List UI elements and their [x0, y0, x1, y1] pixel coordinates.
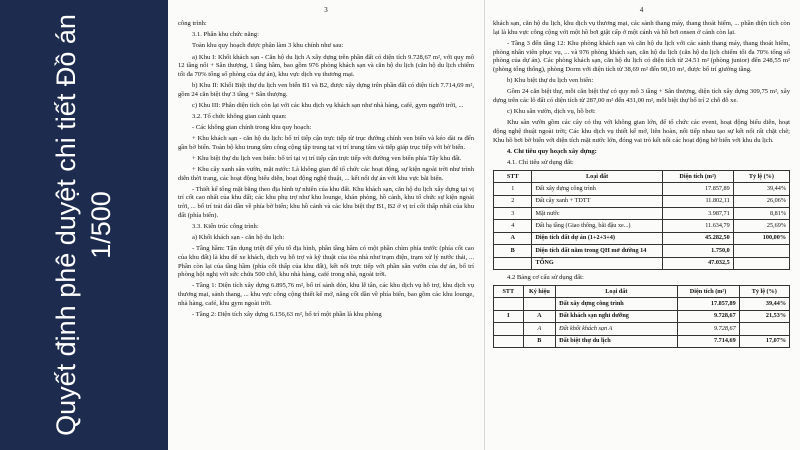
paragraph: - Các không gian chính trong khu quy hoạch:	[192, 124, 312, 131]
table-cell: A	[494, 232, 532, 244]
paragraph: - Tầng hầm: Tận dụng triệt để yếu tố địa hình, phần tầng hầm có một phần chìm phía trước (phía cốt cao của khu đất) là khu để xe khách, dịch vụ hỗ trợ và kỹ thuật của tòa nhà như trạm điện, trạm xử lý nước thải, ... Phần còn lại của tầng hầm (phía cốt thấp của khu đất), kết nối trực tiếp với phần sân vườn của dự án, bố trí phòng hội nghị với sức chứa 500 chỗ, khu nhà hàng, café trong nhà, ngoài trời.	[178, 245, 474, 279]
table-cell: A	[523, 323, 556, 335]
table-cell: 17,07%	[739, 335, 789, 347]
table-header-row	[494, 170, 790, 182]
column-header: STT	[494, 286, 524, 298]
page-number: 3	[324, 6, 328, 14]
table-cell: 21,53%	[739, 310, 789, 322]
table-cell: 2	[494, 195, 532, 207]
table-cell	[523, 298, 556, 310]
paragraph: Khu sân vườn gồm các cây cỏ thụ với không gian lớn, để tổ chức các event, hoạt động biểu diễn, hoạt động nghệ thuật ngoài trời; Các khu dịch vụ thiết kế mở, liên hoàn, nối tiếp nhau tạo sự kết nối rất chặt chẽ; Khu hồ bơi bờ biển với diện tích mặt nước lớn, đóng vai trò kết nối các hoạt động bờ biển với khu du lịch.	[493, 119, 790, 144]
paragraph: khách sạn, căn hộ du lịch, khu dịch vụ thương mại, các sảnh thang máy, thang thoát hiểm, ... phần diện tích còn lại là khu vực công cộng với một hồ bơi giật cấp ở một cánh và hồ bơi onsen ở cánh còn lại.	[493, 20, 790, 36]
paragraph: a) Khu I: Khối khách sạn - Căn hộ du lịch A xây dựng trên phần đất có diện tích 9.728,67 m², với quy mô 12 tầng nổi + Sân thượng, 1 tầng hầm, bao gồm 976 phòng khách sạn và căn hộ du lịch (căn hộ du lịch chiếm tối đa 70% tổng số phòng của dự án), khu vực dịch vụ thương mại.	[178, 53, 474, 78]
table-cell: 39,44%	[733, 183, 789, 195]
table-cell	[733, 257, 789, 269]
table-cell: Diện tích đất nằm trong QH mở đường 14	[532, 245, 662, 257]
table-cell: 7.714,69	[677, 335, 739, 347]
table-cell: 47.032,5	[662, 257, 733, 269]
table-row	[494, 208, 790, 220]
table-cell: 39,44%	[739, 298, 789, 310]
column-header: Loại đất	[556, 286, 677, 298]
table-cell	[733, 245, 789, 257]
table-cell: 8,81%	[733, 208, 789, 220]
table-cell: 3.987,71	[662, 208, 733, 220]
table-cell: Đất khối khách sạn A	[556, 323, 677, 335]
table-row	[494, 257, 790, 269]
paragraph: + Khu cây xanh sân vườn, mặt nước: Là không gian để tổ chức các hoạt động, sự kiện ngoài trời như trình diễn thời trang, các hoạt động biểu diễn, hoạt động nghệ thuật, ... kết nối dự án với khu vực bãi biển.	[178, 165, 474, 182]
paragraph: c) Khu III: Phân diện tích còn lại với các khu dịch vụ khách sạn như nhà hàng, café, gym người trời, ...	[192, 101, 464, 109]
table-cell: Đất hạ tầng (Giao thông, bãi đậu xe...)	[532, 220, 662, 232]
document-page-right	[484, 0, 800, 450]
paragraph: Toàn khu quy hoạch được phân làm 3 khu chính như sau:	[192, 42, 344, 50]
table-row	[494, 220, 790, 232]
paragraph: a) Khối khách sạn - căn hộ du lịch:	[192, 234, 285, 242]
page-number: 4	[639, 6, 644, 14]
table-row	[494, 310, 790, 322]
land-structure-table	[493, 285, 790, 348]
land-use-table	[493, 170, 790, 270]
table-cell: 26,06%	[733, 195, 789, 207]
table-cell: 17.857,89	[677, 298, 739, 310]
paragraph: - Tầng 2: Diện tích xây dựng 6.156,63 m², bố trí một phần là khu phòng	[192, 310, 382, 318]
table-cell	[494, 257, 532, 269]
table-cell: 1.750,0	[662, 245, 733, 257]
table-cell: Mặt nước	[532, 208, 662, 220]
table-row	[494, 183, 790, 195]
section-heading: 3.2. Tổ chức không gian cảnh quan:	[192, 112, 287, 120]
table-cell	[494, 298, 524, 310]
table-cell: 9.728,67	[677, 323, 739, 335]
document-page-left	[168, 0, 484, 450]
table-cell	[494, 335, 524, 347]
paragraph: b) Khu II: Khối Biệt thự du lịch ven biển B1 và B2, được xây dựng trên phần đất có diện tích 7.714,69 m², gồm 24 căn biệt thự 3 tầng + Sân thượng.	[178, 82, 474, 98]
paragraph: + Khu khách sạn - căn hộ du lịch: bố trí tiếp cận trực tiếp từ trục đường chính ven biển và kéo dài ra đến gần bờ biển. Toàn bộ khu trung tâm công cộng tập trung tại vị trí trung tâm và tiếp giáp trục tiếp với bờ biển.	[178, 135, 474, 151]
table-cell: TỔNG	[532, 257, 662, 269]
table-cell: 100,00%	[733, 232, 789, 244]
column-header: Tỷ lệ (%)	[733, 170, 789, 182]
table-cell: Đất khách sạn nghỉ dưỡng	[556, 310, 677, 322]
table-row	[494, 323, 790, 335]
section-heading: 3.1. Phân khu chức năng:	[192, 31, 259, 39]
table-cell: B	[494, 245, 532, 257]
table-row	[494, 335, 790, 347]
table-cell	[739, 323, 789, 335]
table-header-row	[494, 286, 790, 298]
paragraph: - Tầng 1: Diện tích xây dựng 6.895,76 m², bố trí sảnh đón, khu lễ tân, các khu dịch vụ hỗ trợ, khu dịch vụ thương mại, sảnh thang, ... khu vực công cộng thiết kế mở, nâng cốt dần về phía biển, bao gồm các khu lounge, nhà hàng, café, khu gym ngoài trời.	[178, 282, 474, 307]
table-row	[494, 232, 790, 244]
table-cell: 11.802,11	[662, 195, 733, 207]
section-heading: 3.3. Kiến trúc công trình:	[192, 222, 259, 230]
table-cell: 3	[494, 208, 532, 220]
table-cell: 25,69%	[733, 220, 789, 232]
sidebar-title: Quyết định phê duyệt chi tiết Đồ án 1/500	[50, 14, 116, 436]
paragraph: Gồm 24 căn biệt thự, mỗi căn biệt thự có quy mô 3 tầng + Sân thượng, diện tích xây dựng 309,75 m², xây dựng trên các lô đất có diện tích từ 287,00 m² đến 431,00 m², mỗi biệt thự bố trí 2 chỗ đỗ xe.	[493, 88, 790, 105]
table-cell: B	[523, 335, 556, 347]
column-header: STT	[494, 170, 532, 182]
column-header: Diện tích (m²)	[662, 170, 733, 182]
table-cell: 45.282,50	[662, 232, 733, 244]
table-row	[494, 195, 790, 207]
table-cell: I	[494, 310, 524, 322]
table-cell: A	[523, 310, 556, 322]
table-row	[494, 298, 790, 310]
table-row	[494, 245, 790, 257]
paragraph: - Thiết kế tổng mặt bằng theo địa hình tự nhiên của khu đất. Khu khách sạn, căn hộ du lịch xây dựng tại vị trí cốt cao nhất của khu đất; các khu phụ trợ như khu lounge, khán phòng, hồ cảnh, khu tổ chức sự kiện ngoài trời, ... bố trí trải dài dần về phía bờ biển; khu hồ cảnh và các khu biệt thự B1, B2 ở vị trí cốt thấp nhất của khu đất (phía biển).	[178, 185, 474, 219]
section-heading: c) Khu sân vườn, dịch vụ, hồ bơi:	[507, 108, 596, 116]
table-cell: 1	[494, 183, 532, 195]
table-cell: Đất cây xanh + TDTT	[532, 195, 662, 207]
table-cell: 4	[494, 220, 532, 232]
section-heading: 4.2 Bảng cơ cấu sử dụng đất:	[507, 273, 584, 281]
table-cell	[494, 323, 524, 335]
sidebar-panel	[0, 0, 168, 450]
column-header: Tỷ lệ (%)	[739, 286, 789, 298]
table-cell: 17.857,89	[662, 183, 733, 195]
paragraph: + Khu biệt thự du lịch ven biển: bố trí tại vị trí tiếp cận trực tiếp với đường ven biển phía Tây khu đất.	[192, 154, 462, 162]
paragraph: công trình:	[178, 20, 207, 28]
section-heading: 4.1. Chỉ tiêu sử dụng đất:	[507, 158, 574, 166]
table-cell: 9.728,67	[677, 310, 739, 322]
table-cell: Đất xây dựng công trình	[532, 183, 662, 195]
table-cell: Đất biệt thự du lịch	[556, 335, 677, 347]
column-header: Ký hiệu	[523, 286, 556, 298]
table-cell: 11.634,79	[662, 220, 733, 232]
column-header: Diện tích (m²)	[677, 286, 739, 298]
column-header: Loại đất	[532, 170, 662, 182]
section-heading: b) Khu biệt thự du lịch ven biển:	[507, 77, 594, 85]
paragraph: - Tầng 3 đến tầng 12: Khu phòng khách sạn và căn hộ du lịch với các sảnh thang máy, thang thoát hiểm, phòng nhân viên phục vụ, ... và 976 phòng khách sạn, căn hộ du lịch (căn hộ du lịch chiếm tối đa 70% tổng số phòng của dự án). Các phòng khách sạn, căn hộ du lịch có diện tích từ 24.51 m² (phòng junior) đến 248,55 m² (phòng tổng thống), phòng Dorm với diện tích từ 38,69 m² đến 90,10 m², được bố trí giường tầng.	[493, 40, 790, 74]
section-heading: 4. Chỉ tiêu quy hoạch xây dựng:	[507, 147, 597, 155]
table-cell: Diện tích đất dự án (1+2+3+4)	[532, 232, 662, 244]
table-cell: Đất xây dựng công trình	[556, 298, 677, 310]
